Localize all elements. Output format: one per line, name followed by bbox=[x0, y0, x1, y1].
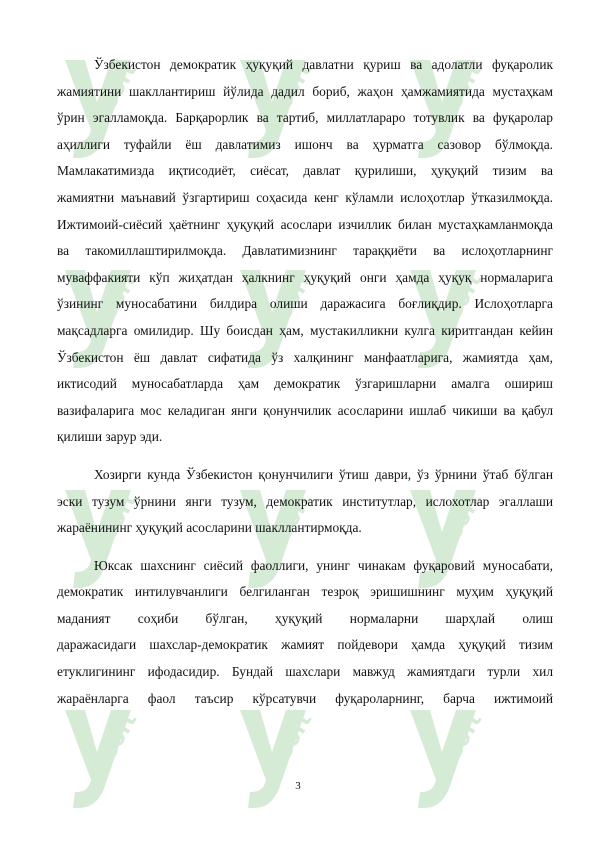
text-line: Ўзбекистон демократик ҳуқуқий давлатни қуриш ва адолатли фуқаролик bbox=[94, 57, 553, 72]
watermark-text: soft bbox=[96, 268, 143, 323]
watermark-text: soft bbox=[441, 708, 488, 763]
text-line: жараёнларга фаол таъсир кўрсатувчи фуқароларнинг, барча ижтимоий bbox=[57, 690, 553, 706]
text-line: даражасидаги шахслар-демократик жамият пойдевори ҳамда ҳуқуқий тизим bbox=[57, 637, 553, 653]
text-line: етуклигининг ифодасидир. Бундай шахслари мавжуд жамиятдаги турли хил bbox=[57, 664, 553, 680]
watermark-text: soft bbox=[271, 268, 318, 323]
paragraph bbox=[57, 553, 553, 713]
text-line: жараёнининг ҳуқуқий асосларини шакллантирмоқда. bbox=[57, 520, 362, 536]
watermark-text: soft bbox=[96, 708, 143, 763]
watermark-text: soft bbox=[441, 268, 488, 323]
text-line: аҳиллиги туфайли ёш давлатимиз ишонч ва ҳурматга сазовор бўлмоқда. bbox=[57, 136, 553, 152]
text-line: Ижтимоий-сиёсий ҳаётнинг ҳуқуқий асослари изчиллик билан мустаҳкамланмоқда bbox=[57, 216, 553, 232]
text-line: Мамлакатимизда иқтисодиёт, сиёсат, давлат қурилиши, ҳуқуқий тизим ва bbox=[57, 163, 553, 179]
watermark-text: soft bbox=[96, 488, 143, 543]
text-line: Ўзбекистон ёш давлат сифатида ўз халқининг манфаатларига, жамиятда ҳам, bbox=[57, 349, 553, 365]
watermark-text: soft bbox=[271, 708, 318, 763]
text-line: ва такомиллаштирилмоқда. Давлатимизнинг тараққиёти ва ислоҳотларнинг bbox=[57, 243, 553, 259]
paragraph bbox=[57, 52, 553, 451]
text-line: вазифаларига мос келадиган янги қонунчилик асосларини ишлаб чикиши ва қабул bbox=[57, 402, 553, 418]
text-line: эски тузум ўрнини янги тузум, демократик институтлар, ислохотлар эгаллаши bbox=[57, 493, 553, 509]
watermark-text: soft bbox=[271, 488, 318, 543]
text-line: муваффакияти кўп жиҳатдан ҳалкнинг ҳуқуқий онги ҳамда ҳуқуқ нормаларига bbox=[57, 269, 553, 285]
page-number: 3 bbox=[295, 780, 301, 792]
watermark-text: soft bbox=[271, 58, 318, 113]
watermark-text: soft bbox=[441, 488, 488, 543]
text-line: Юксак шахснинг сиёсий фаоллиги, унинг чинакам фуқаровий муносабати, bbox=[94, 557, 553, 573]
text-line: жамиятини шакллантириш йўлида дадил бориб, жаҳон ҳамжамиятида мустаҳкам bbox=[57, 83, 553, 99]
text-line: мақсадларга омилидир. Шу боисдан ҳам, мустакилликни кулга киритгандан кейин bbox=[57, 322, 553, 338]
text-line: жамиятни маънавий ўзгартириш соҳасида кенг кўламли ислоҳотлар ўтказилмоқда. bbox=[57, 189, 553, 205]
text-line: ўрин эгалламоқда. Барқарорлик ва тартиб, миллатлараро тотувлик ва фуқаролар bbox=[57, 110, 553, 126]
text-line: иктисодий муносабатларда ҳам демократик ўзгаришларни амалга ошириш bbox=[57, 376, 553, 392]
paragraph bbox=[57, 462, 553, 542]
watermark-text: soft bbox=[441, 58, 488, 113]
watermark-text: soft bbox=[96, 58, 143, 113]
text-line: ўзининг муносабатини билдира олиши даражасига боғлиқдир. Ислоҳотларга bbox=[57, 296, 553, 312]
text-line: демократик интилувчанлиги белгиланган тезроқ эришишнинг муҳим ҳуқуқий bbox=[57, 584, 553, 600]
document-body bbox=[57, 52, 553, 712]
text-line: қилиши зарур эди. bbox=[57, 429, 163, 445]
text-line: маданият соҳиби бўлган, ҳуқуқий нормаларни шарҳлай олиш bbox=[57, 610, 553, 626]
text-line: Хозирги кунда Ўзбекистон қонунчилиги ўтиш даври, ўз ўрнини ўтаб бўлган bbox=[94, 466, 553, 482]
